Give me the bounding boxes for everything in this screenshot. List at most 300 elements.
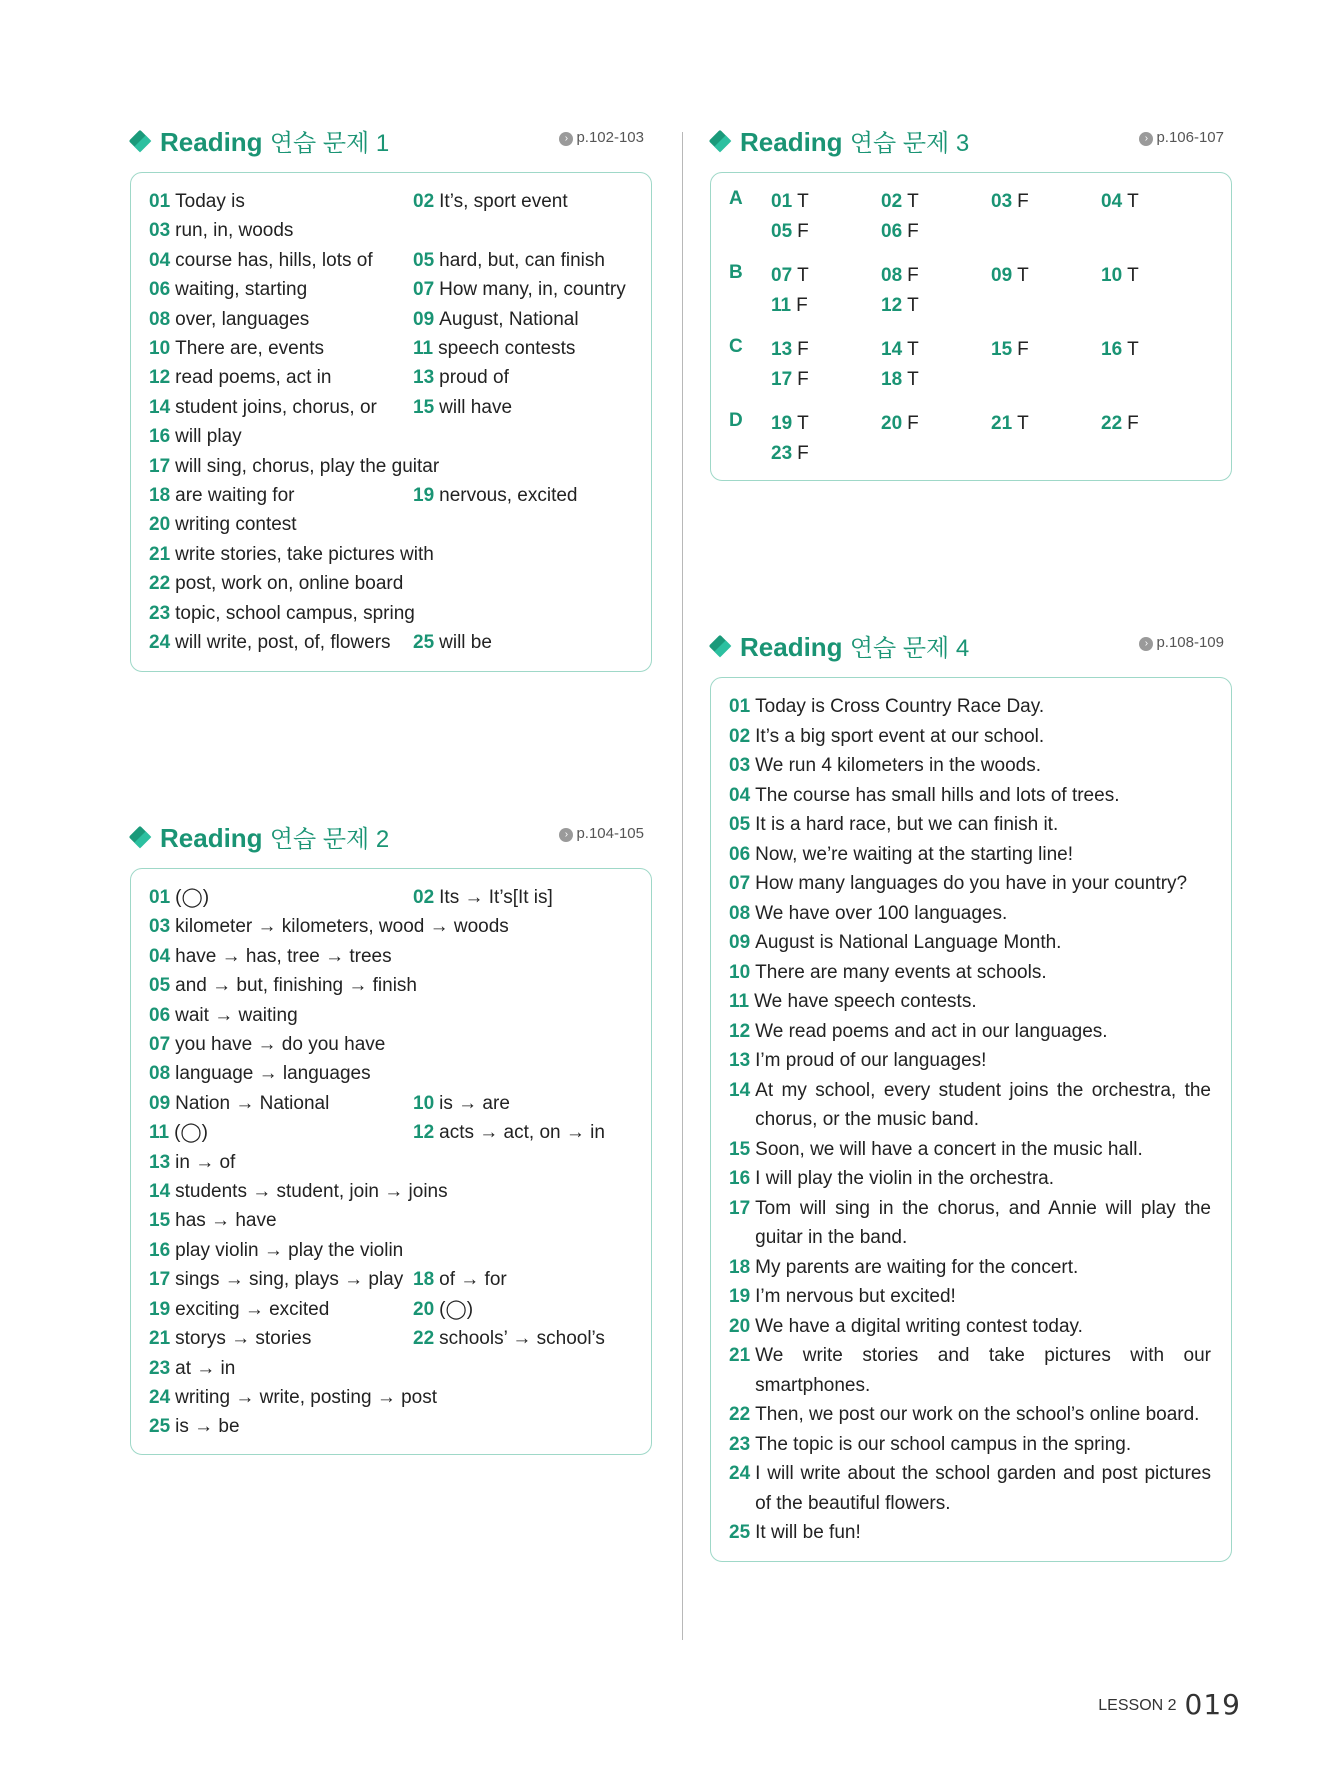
item-answer: Today is: [175, 191, 245, 212]
sentence-text: We write stories and take pictures with our smartphones.: [755, 1345, 1211, 1396]
section-2-page-ref: › p.104-105: [559, 825, 644, 842]
column-divider: [682, 132, 683, 1640]
tf-answer: [771, 439, 809, 469]
item-answer: F: [907, 220, 919, 242]
item-number: 08: [729, 902, 751, 924]
sentence-item: [729, 1017, 1211, 1047]
answer-item: [413, 363, 643, 392]
item-number: 15: [729, 1138, 751, 1160]
item-answer: T: [1127, 339, 1139, 360]
item-number: 06: [881, 220, 903, 242]
item-answer: How many, in, country: [439, 279, 626, 301]
answer-item: [149, 912, 643, 941]
item-answer: student joins, chorus, or: [175, 396, 377, 418]
item-number: 23: [149, 1357, 171, 1379]
sentence-text: I will play the violin in the orchestra.: [755, 1168, 1055, 1189]
answer-item: [149, 599, 643, 628]
answer-item: [149, 1383, 643, 1412]
item-number: 04: [729, 784, 751, 806]
tf-answer: [991, 409, 1029, 439]
section-4-page-ref: › p.108-109: [1139, 634, 1224, 651]
item-answer: exciting → excited: [175, 1298, 330, 1320]
tf-answer: [771, 187, 809, 217]
sentence-text: We have speech contests.: [754, 991, 977, 1012]
tf-answer: [771, 365, 809, 395]
item-number: 24: [149, 632, 171, 654]
sentence-item: [729, 1253, 1211, 1283]
item-answer: (◯): [174, 1122, 209, 1144]
answer-item: [149, 628, 413, 657]
item-number: 13: [729, 1050, 751, 1071]
tf-answer: [991, 187, 1029, 217]
answer-box-3: [710, 172, 1232, 481]
item-number: 12: [413, 1122, 435, 1144]
item-number: 21: [991, 413, 1013, 434]
item-number: 08: [149, 308, 171, 330]
sentence-item: [729, 1430, 1211, 1460]
item-answer: (◯): [439, 1298, 474, 1320]
answer-item: [149, 334, 413, 363]
item-number: 07: [413, 279, 435, 301]
answer-item: [149, 481, 413, 510]
item-number: 13: [413, 367, 435, 389]
item-number: 19: [149, 1298, 171, 1320]
answer-item: [413, 187, 643, 216]
item-answer: F: [1127, 413, 1139, 434]
answer-box-2: [130, 868, 652, 1455]
sentence-item: [729, 869, 1211, 899]
item-number: 19: [413, 485, 435, 507]
sentence-text: August is National Language Month.: [755, 932, 1062, 953]
sentence-item: [729, 1164, 1211, 1194]
sentence-text: We run 4 kilometers in the woods.: [755, 755, 1041, 776]
item-answer: T: [797, 413, 809, 434]
answer-item: [413, 246, 643, 275]
chevron-right-icon: ›: [559, 828, 573, 842]
answer-item: [413, 1295, 643, 1324]
item-answer: T: [1127, 265, 1139, 286]
sentence-text: We have over 100 languages.: [755, 902, 1008, 924]
answer-item: [149, 187, 413, 216]
item-number: 09: [991, 265, 1013, 286]
item-answer: will sing, chorus, play the guitar: [175, 455, 440, 477]
chevron-right-icon: ›: [1139, 637, 1153, 651]
tf-answer: [881, 409, 919, 439]
item-answer: T: [907, 191, 919, 212]
item-number: 25: [413, 632, 435, 654]
item-answer: There are, events: [175, 338, 325, 360]
sentence-text: Now, we’re waiting at the starting line!: [755, 843, 1074, 865]
sentence-text: It will be fun!: [755, 1522, 861, 1543]
tf-answer: [1101, 335, 1139, 365]
item-number: 11: [149, 1122, 170, 1144]
item-number: 25: [149, 1416, 171, 1438]
item-number: 09: [149, 1092, 171, 1114]
item-answer: play violin → play the violin: [175, 1239, 404, 1261]
item-number: 11: [413, 338, 434, 360]
answer-item: [149, 1177, 643, 1206]
item-number: 13: [149, 1151, 171, 1173]
section-4-title: Reading 연습 문제 4: [740, 632, 970, 662]
item-number: 03: [149, 916, 171, 938]
item-number: 03: [991, 191, 1013, 212]
answer-item: [413, 305, 643, 334]
item-answer: students → student, join → joins: [175, 1181, 448, 1203]
item-number: 18: [729, 1256, 751, 1278]
item-number: 09: [729, 932, 751, 953]
item-number: 01: [149, 887, 171, 908]
item-number: 05: [729, 814, 751, 835]
item-number: 20: [149, 514, 171, 536]
item-number: 14: [149, 1181, 171, 1203]
tf-answer: [1101, 409, 1139, 439]
item-answer: are waiting for: [175, 485, 295, 507]
sentence-item: [729, 1341, 1211, 1400]
item-number: 21: [149, 543, 171, 565]
answer-box-1: [130, 172, 652, 672]
item-answer: It’s, sport event: [439, 191, 568, 212]
answer-item: [149, 1059, 643, 1088]
item-number: 04: [1101, 191, 1123, 212]
item-answer: F: [1017, 339, 1029, 360]
section-reading-2: [130, 821, 652, 861]
item-number: 06: [729, 843, 751, 865]
item-number: 19: [729, 1286, 751, 1307]
item-answer: at → in: [175, 1357, 236, 1379]
sentence-item: [729, 1282, 1211, 1312]
answer-item: [413, 1265, 643, 1294]
item-answer: T: [797, 191, 809, 212]
tf-answer: [771, 217, 809, 247]
section-1-title: Reading 연습 문제 1: [160, 127, 390, 157]
item-answer: kilometer → kilometers, wood → woods: [175, 916, 509, 938]
item-answer: F: [907, 265, 919, 286]
item-number: 16: [149, 1239, 171, 1261]
tf-answer: [991, 335, 1029, 365]
item-number: 09: [413, 308, 435, 330]
item-answer: of → for: [439, 1269, 507, 1291]
answer-item: [149, 569, 643, 598]
sentence-item: [729, 1312, 1211, 1342]
item-answer: F: [797, 220, 809, 242]
answer-item: [149, 1295, 413, 1324]
item-number: 20: [881, 413, 903, 434]
item-answer: T: [1017, 265, 1029, 286]
item-answer: run, in, woods: [175, 220, 294, 242]
group-letter: A: [729, 188, 743, 209]
sentence-item: [729, 1046, 1211, 1076]
item-number: 16: [149, 426, 171, 448]
sentence-text: Then, we post our work on the school’s online board.: [755, 1404, 1200, 1425]
sentence-item: [729, 987, 1211, 1017]
item-number: 10: [729, 961, 751, 983]
sentence-item: [729, 1076, 1211, 1135]
sentence-item: [729, 1194, 1211, 1253]
item-number: 15: [991, 339, 1013, 360]
item-number: 23: [771, 442, 793, 464]
item-number: 16: [729, 1168, 751, 1189]
tf-answer: [881, 291, 919, 321]
item-answer: will have: [439, 396, 513, 418]
section-1-header: [130, 125, 652, 165]
item-number: 05: [413, 249, 435, 271]
item-number: 22: [1101, 413, 1123, 434]
sentence-text: We read poems and act in our languages.: [755, 1020, 1108, 1042]
item-number: 07: [771, 265, 793, 286]
tf-answer: [881, 187, 919, 217]
sentence-text: How many languages do you have in your country?: [755, 873, 1188, 894]
item-answer: has → have: [175, 1210, 277, 1232]
answer-item: [149, 1089, 413, 1118]
answer-item: [149, 452, 643, 481]
item-answer: F: [797, 339, 809, 360]
lesson-label: LESSON 2: [1098, 1697, 1177, 1714]
answer-item: [413, 1324, 643, 1353]
item-answer: speech contests: [438, 338, 576, 360]
sentence-text: My parents are waiting for the concert.: [755, 1256, 1079, 1278]
item-answer: is → are: [439, 1092, 510, 1114]
item-answer: storys → stories: [175, 1328, 312, 1350]
item-number: 15: [413, 396, 435, 418]
item-number: 19: [771, 413, 793, 434]
item-answer: will write, post, of, flowers: [175, 632, 391, 654]
item-number: 14: [881, 339, 903, 360]
item-answer: T: [907, 339, 919, 360]
tf-answer: [881, 261, 919, 291]
sentence-item: [729, 781, 1211, 811]
section-2-title: Reading 연습 문제 2: [160, 823, 390, 853]
section-reading-4: [710, 630, 1232, 670]
tf-answer: [1101, 187, 1139, 217]
tf-answer: [881, 335, 919, 365]
item-number: 01: [771, 191, 793, 212]
sentence-text: The course has small hills and lots of trees.: [755, 784, 1120, 806]
tf-answer: [881, 365, 919, 395]
item-answer: nervous, excited: [439, 485, 578, 507]
item-number: 14: [729, 1079, 751, 1101]
tf-answer: [991, 261, 1029, 291]
item-number: 21: [729, 1345, 751, 1366]
item-number: 05: [771, 220, 793, 242]
group-letter: D: [729, 410, 743, 431]
item-answer: T: [797, 265, 809, 286]
item-answer: proud of: [439, 367, 509, 389]
answer-item: [149, 1354, 643, 1383]
item-answer: writing contest: [175, 514, 297, 536]
item-answer: is → be: [175, 1416, 240, 1438]
answer-item: [149, 422, 643, 451]
page-number: 019: [1184, 1688, 1241, 1721]
item-answer: T: [1127, 191, 1139, 212]
item-number: 17: [149, 455, 171, 477]
group-letter: B: [729, 262, 743, 283]
item-number: 22: [413, 1328, 435, 1350]
item-number: 08: [881, 265, 903, 286]
answer-item: [413, 1089, 643, 1118]
item-answer: F: [907, 413, 919, 434]
answer-item: [149, 1030, 643, 1059]
chevron-right-icon: ›: [1139, 132, 1153, 146]
answer-item: [149, 971, 643, 1000]
diamond-icon: [129, 130, 152, 153]
item-answer: waiting, starting: [175, 279, 308, 301]
sentence-item: [729, 751, 1211, 781]
item-answer: T: [1017, 413, 1029, 434]
item-number: 22: [149, 573, 171, 595]
answer-item: [149, 275, 413, 304]
item-answer: topic, school campus, spring: [175, 602, 415, 624]
item-answer: F: [1017, 191, 1029, 212]
section-3-page-ref: › p.106-107: [1139, 129, 1224, 146]
answer-item: [149, 1206, 643, 1235]
sentence-item: [729, 1518, 1211, 1548]
item-answer: F: [797, 442, 809, 464]
section-4-header: [710, 630, 1232, 670]
tf-answer: [1101, 261, 1139, 291]
item-answer: F: [797, 368, 809, 390]
item-number: 01: [149, 191, 171, 212]
tf-answer: [881, 217, 919, 247]
item-number: 03: [149, 220, 171, 242]
answer-item: [149, 1412, 643, 1441]
sentence-text: We have a digital writing contest today.: [755, 1315, 1083, 1337]
group-letter: C: [729, 336, 743, 357]
item-number: 23: [729, 1433, 751, 1455]
sentence-item: [729, 692, 1211, 722]
item-number: 15: [149, 1210, 171, 1232]
answer-item: [149, 883, 413, 912]
item-number: 14: [149, 396, 171, 418]
answer-grid-1: [149, 187, 643, 658]
section-reading-3: [710, 125, 1232, 165]
answer-box-4: [710, 677, 1232, 1562]
answer-item: [413, 334, 643, 363]
sentence-item: [729, 1459, 1211, 1518]
item-number: 11: [729, 991, 750, 1012]
item-answer: August, National: [439, 308, 579, 330]
item-answer: you have → do you have: [175, 1034, 386, 1056]
item-number: 12: [881, 294, 903, 316]
item-number: 02: [729, 725, 751, 747]
answer-item: [413, 275, 643, 304]
sentence-text: It’s a big sport event at our school.: [755, 725, 1045, 747]
item-number: 17: [729, 1197, 751, 1219]
answer-item: [149, 216, 643, 245]
sentence-text: I’m nervous but excited!: [755, 1286, 956, 1307]
answer-grid-2: [149, 883, 643, 1442]
sentence-list: [729, 692, 1211, 1548]
item-number: 18: [413, 1269, 435, 1291]
item-answer: wait → waiting: [175, 1004, 298, 1026]
item-answer: and → but, finishing → finish: [175, 975, 417, 997]
sentence-item: [729, 840, 1211, 870]
item-answer: T: [907, 294, 919, 316]
sentence-text: At my school, every student joins the orchestra, the chorus, or the music band.: [755, 1079, 1211, 1130]
section-reading-1: [130, 125, 652, 165]
answer-item: [149, 305, 413, 334]
tf-answer: [771, 261, 809, 291]
item-number: 18: [881, 368, 903, 390]
sentence-item: [729, 1400, 1211, 1430]
item-number: 24: [729, 1463, 751, 1484]
sentence-text: It is a hard race, but we can finish it.: [755, 814, 1059, 835]
item-answer: course has, hills, lots of: [175, 249, 373, 271]
sentence-text: Tom will sing in the chorus, and Annie will play the guitar in the band.: [755, 1197, 1211, 1248]
item-number: 06: [149, 279, 171, 301]
item-number: 12: [729, 1020, 751, 1042]
answer-item: [149, 1236, 643, 1265]
diamond-icon: [129, 826, 152, 849]
item-number: 10: [413, 1092, 435, 1114]
item-number: 05: [149, 975, 171, 997]
tf-answer: [771, 335, 809, 365]
answer-item: [149, 246, 413, 275]
item-answer: F: [796, 294, 808, 316]
item-answer: T: [907, 368, 919, 390]
item-answer: will play: [175, 426, 242, 448]
item-answer: language → languages: [175, 1063, 371, 1085]
item-number: 01: [729, 696, 751, 717]
answer-item: [149, 510, 643, 539]
sentence-item: [729, 722, 1211, 752]
sentence-text: There are many events at schools.: [755, 961, 1047, 983]
item-answer: write stories, take pictures with: [175, 543, 434, 565]
diamond-icon: [709, 635, 732, 658]
item-number: 08: [149, 1063, 171, 1085]
item-number: 02: [413, 191, 435, 212]
item-number: 04: [149, 945, 171, 967]
tf-answer: [771, 291, 808, 321]
answer-item: [149, 1324, 413, 1353]
item-number: 25: [729, 1522, 751, 1543]
item-number: 20: [413, 1298, 435, 1320]
item-number: 23: [149, 602, 171, 624]
item-answer: writing → write, posting → post: [175, 1386, 438, 1408]
item-number: 07: [729, 873, 751, 894]
answer-item: [149, 393, 413, 422]
item-answer: hard, but, can finish: [439, 249, 605, 271]
sentence-text: The topic is our school campus in the spring.: [755, 1433, 1132, 1455]
sentence-item: [729, 810, 1211, 840]
item-number: 10: [149, 338, 171, 360]
item-number: 03: [729, 755, 751, 776]
item-number: 17: [149, 1269, 171, 1291]
answer-item: [413, 628, 643, 657]
item-answer: (◯): [175, 887, 210, 908]
item-answer: sings → sing, plays → play: [175, 1269, 404, 1291]
sentence-text: Today is Cross Country Race Day.: [755, 696, 1045, 717]
item-answer: will be: [439, 632, 492, 654]
item-number: 17: [771, 368, 793, 390]
item-number: 07: [149, 1034, 171, 1056]
sentence-item: [729, 1135, 1211, 1165]
answer-item: [149, 1265, 413, 1294]
section-2-header: [130, 821, 652, 861]
answer-item: [149, 1001, 643, 1030]
sentence-text: I will write about the school garden and post pictures of the beautiful flowers.: [755, 1463, 1211, 1514]
answer-item: [413, 481, 643, 510]
item-answer: post, work on, online board: [175, 573, 404, 595]
item-number: 16: [1101, 339, 1123, 360]
item-number: 20: [729, 1315, 751, 1337]
answer-item: [149, 363, 413, 392]
answer-item: [149, 1148, 643, 1177]
section-3-title: Reading 연습 문제 3: [740, 127, 970, 157]
sentence-item: [729, 958, 1211, 988]
answer-item: [413, 883, 643, 912]
diamond-icon: [709, 130, 732, 153]
tf-answer: [771, 409, 809, 439]
